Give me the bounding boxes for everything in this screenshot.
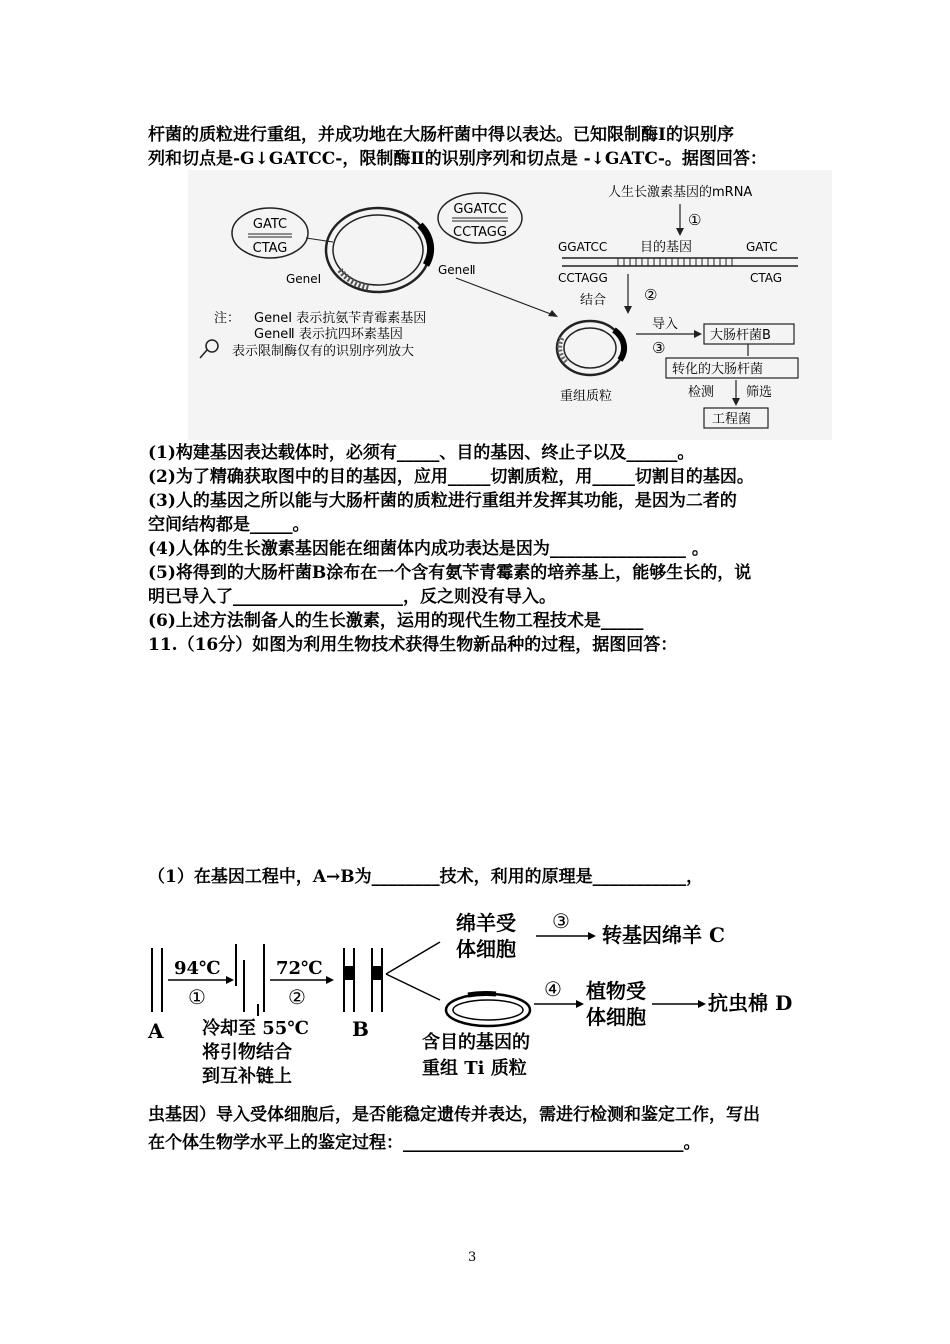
genetic-engineering-diagram (188, 170, 832, 440)
question-4: (4)人体的生长激素基因能在细菌体内成功表达是因为________________ 。 (148, 539, 709, 559)
mrna-label: 人生长激素基因的mRNA (608, 185, 753, 200)
recombinant-plasmid-outer (557, 321, 623, 375)
question-3-line-1: (3)人的基因之所以能与大肠杆菌的质粒进行重组并发挥其功能，是因为二者的 (148, 491, 737, 511)
callout-ggatcc: GGATCC (453, 202, 507, 217)
note-label: 注： (214, 311, 241, 326)
step3-marker: ③ (652, 339, 666, 357)
cool-line-1: 冷却至 55℃ (202, 1018, 309, 1039)
note-gene1: GeneⅠ 表示抗氨苄青霉素基因 (254, 311, 427, 326)
plasmid-ring-outer (326, 208, 430, 292)
pcr-step-2: ② (288, 985, 306, 1009)
sheep-cell-line-1: 绵羊受 (456, 911, 516, 935)
label-b: B (352, 1017, 369, 1041)
step1-marker: ① (688, 211, 702, 229)
plasmid-ring-inner (333, 215, 423, 285)
question-11-part-3-line-2: 在个体生物学水平上的鉴定过程：_________________________________。 (148, 1133, 701, 1153)
question-5-line-1: (5)将得到的大肠杆菌B涂布在一个含有氨苄青霉素的培养基上，能够生长的，说 (148, 563, 752, 583)
combine-label: 结合 (580, 293, 607, 308)
detect-label: 检测 (688, 385, 715, 400)
question-3-line-2: 空间结构都是_____。 (148, 515, 310, 535)
target-gene-label: 目的基因 (640, 240, 693, 255)
callout-ctag: CTAG (252, 241, 288, 256)
import-label: 导入 (652, 317, 679, 332)
temp-94: 94℃ (174, 958, 221, 979)
gene1-label: GeneⅠ (286, 272, 322, 286)
screen-label: 筛选 (746, 385, 773, 400)
transformed-label: 转化的大肠杆菌 (672, 362, 764, 377)
engineered-label: 工程菌 (712, 412, 752, 427)
pcr-step-1: ① (188, 985, 206, 1009)
recombinant-plasmid-inner (564, 328, 616, 368)
label-a: A (148, 1019, 164, 1043)
recombinant-plasmid-label: 重组质粒 (560, 389, 613, 404)
cool-line-3: 到互补链上 (202, 1066, 292, 1087)
ecoli-b-label: 大肠杆菌B (710, 328, 771, 343)
intro-line-2: 列和切点是-G↓GATCC-，限制酶Ⅱ的识别序列和切点是 -↓GATC-。据图回答： (148, 149, 767, 169)
question-11-heading: 11.（16分）如图为利用生物技术获得生物新品种的过程，据图回答： (148, 635, 678, 655)
callout-cctagg: CCTAGG (453, 225, 507, 240)
intro-line-1: 杆菌的质粒进行重组，并成功地在大肠杆菌中得以表达。已知限制酶Ⅰ的识别序 (148, 125, 734, 145)
plant-cell-line-2: 体细胞 (586, 1005, 646, 1029)
cool-line-2: 将引物结合 (202, 1042, 292, 1063)
seq-right-bottom: CTAG (750, 271, 783, 285)
question-6: (6)上述方法制备人的生长激素，运用的现代生物工程技术是_____ (148, 611, 644, 631)
gene1-segment (340, 270, 370, 288)
question-5-line-2: 明已导入了____________________，反之则没有导入。 (148, 587, 556, 607)
ti-label-line-1: 含目的基因的 (422, 1032, 530, 1053)
seq-left-bottom: CCTAGG (558, 271, 608, 285)
temp-72: 72℃ (276, 958, 323, 979)
insect-resistant-cotton-d: 抗虫棉 D (708, 991, 793, 1015)
dna-rungs (618, 258, 732, 266)
transgenic-step-4: ④ (544, 977, 562, 1001)
ti-plasmid-inner (453, 1000, 523, 1020)
transgenic-sheep-c: 转基因绵羊 C (602, 923, 725, 947)
gene2-label: GeneⅡ (438, 263, 476, 277)
ti-plasmid-outer (446, 994, 530, 1026)
plant-cell-line-1: 植物受 (586, 979, 646, 1003)
question-2: (2)为了精确获取图中的目的基因，应用_____切割质粒，用_____切割目的基因。 (148, 467, 754, 487)
step2-marker: ② (644, 286, 658, 304)
note-callout: 表示限制酶仅有的识别序列放大 (232, 344, 415, 359)
page-number: 3 (468, 1250, 477, 1265)
seq-right-top: GATC (746, 240, 778, 254)
transgenic-step-3: ③ (552, 909, 570, 933)
question-1: (1)构建基因表达载体时，必须有_____、目的基因、终止子以及______。 (148, 443, 695, 463)
sheep-cell-line-2: 体细胞 (456, 937, 516, 961)
pcr-transgenic-diagram (140, 900, 812, 1088)
callout-gatc: GATC (252, 217, 288, 232)
callout-symbol-icon (206, 340, 218, 352)
question-11-part-1: （1）在基因工程中，A→B为________技术，利用的原理是___________， (148, 867, 704, 887)
seq-left-top: GGATCC (558, 240, 608, 254)
question-11-part-3-line-1: 虫基因）导入受体细胞后，是否能稳定遗传并表达，需进行检测和鉴定工作，写出 (148, 1105, 760, 1125)
note-gene2: GeneⅡ 表示抗四环素基因 (254, 327, 403, 342)
ti-label-line-2: 重组 Ti 质粒 (422, 1058, 527, 1079)
